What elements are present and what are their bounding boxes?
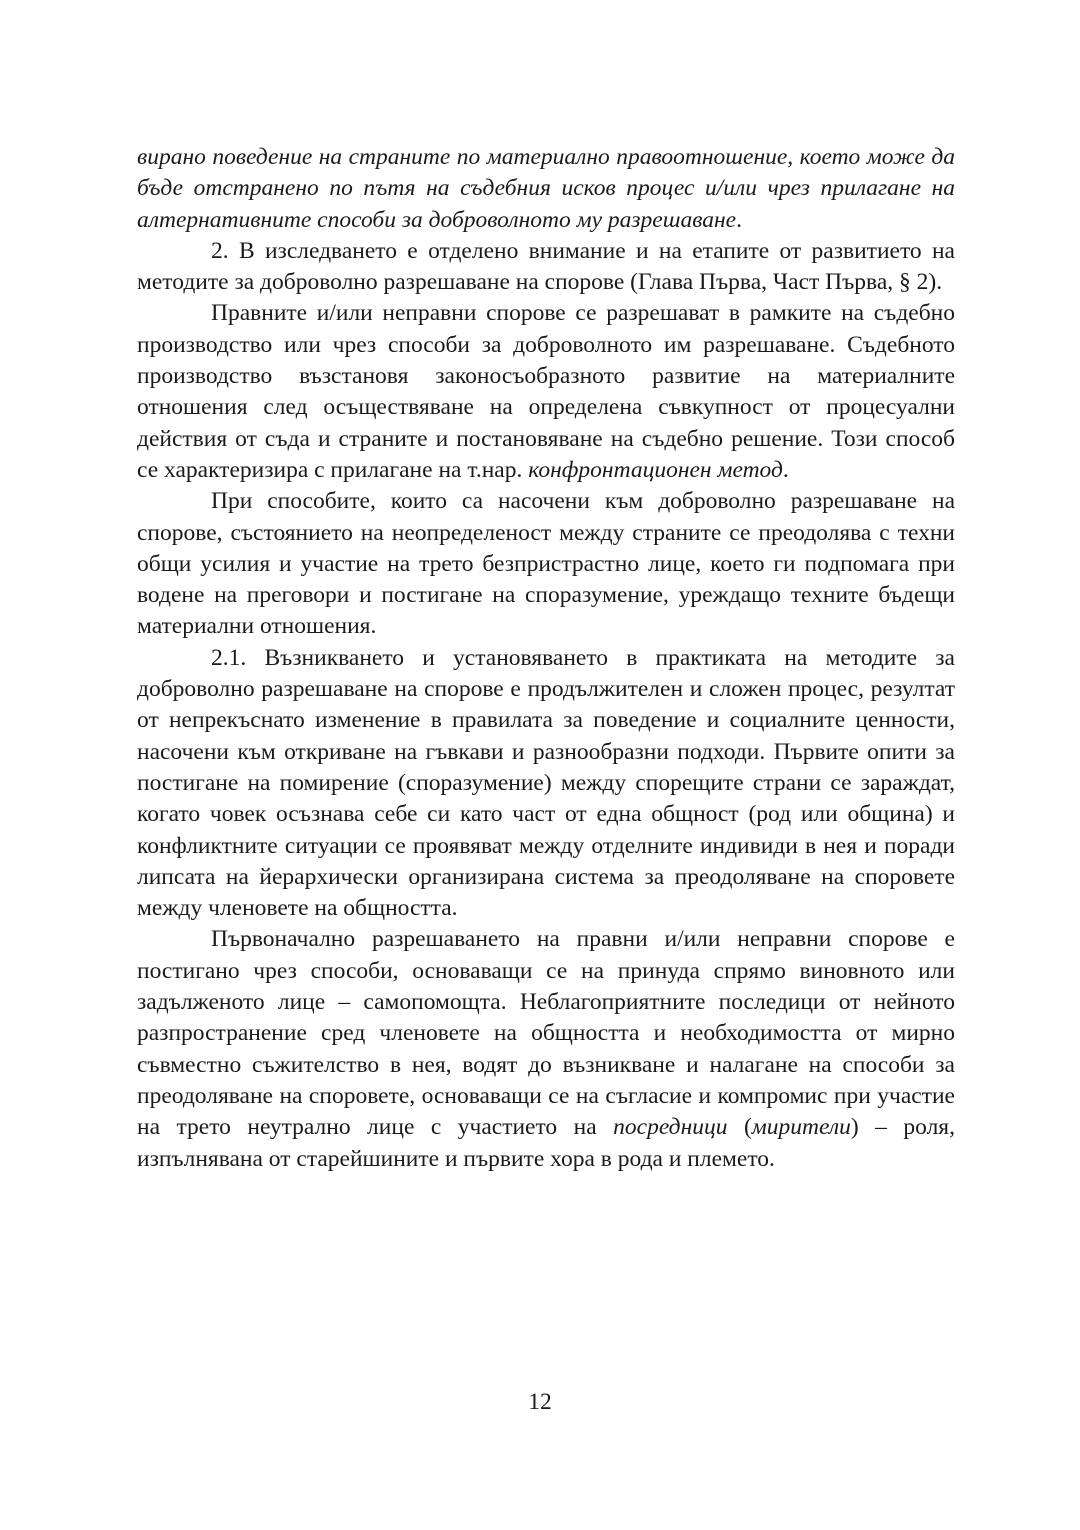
paragraph-3-period: . (782, 456, 789, 483)
document-body (137, 142, 955, 1175)
paragraph-6-text: Първоначално разрешаването на правни и/или неправни спорове е постигано чрез способи, основаващи се на принуда спрямо виновното или задълженото лице – самопомощта. Неблагоприятните последици от нейното разпространение сред членовете на общността и необходимостта от мирно съвместно съжителство в нея, водят до възникване и налагане на способи за преодоляване на споровете, основаващи се на съгласие и компромис при участие на трето неутрално лице с участието на (137, 926, 955, 1141)
term-confrontational-method: конфронтационен метод (528, 456, 783, 483)
paragraph-2: 2. В изследването е отделено внимание и на етапите от развитието на методите за доброволно разрешаване на спорове (Глава Първа, Част Първа, § 2). (137, 237, 955, 296)
paragraph-3 (137, 298, 955, 486)
intro-italic-text: вирано поведение на страните по материално правоотношение, което може да бъде отстранено по пътя на съдебния исков процес и/или чрез прилагане на алтернативните способи за доброволното му разрешаване (137, 144, 955, 233)
page-number: 12 (528, 1389, 552, 1415)
paragraph-6 (137, 924, 955, 1174)
term-mediators: посредници (613, 1114, 728, 1141)
paragraph-5: 2.1. Възникването и установяването в практиката на методите за доброволно разрешаване на спорове е продължителен и сложен процес, резултат от непрекъснато изменение в правилата за поведение и социалните ценности, насочени към откриване на гъвкави и разнообразни подходи. Първите опити за постигане на помирение (споразумение) между спорещите страни се зараждат, когато човек осъзнава себе си като част от една общност (род или община) и конфликтните ситуации се проявяват между отделните индивиди в нея и поради липсата на йерархически организирана система за преодоляване на споровете между членовете на общността. (137, 644, 955, 922)
paragraph-3-text: Правните и/или неправни спорове се разрешават в рамките на съдебно производство или чрез способи за доброволното им разрешаване. Съдебното производство възстановя законосъобразното развитие на материалните отношения след осъществяване на определена съвкупност от процесуални действия от съда и страните и постановяване на съдебно решение. Този способ се характеризира с прилагане на т.нар. (137, 300, 955, 483)
intro-period: . (736, 206, 742, 233)
paragraph-6-end: ) – роля, изпълнявана от старейшините и първите хора в рода и племето. (137, 1114, 955, 1172)
paragraph-intro (137, 142, 955, 236)
paragraph-6-open-paren: ( (727, 1114, 752, 1141)
paragraph-4: При способите, които са насочени към доброволно разрешаване на спорове, състоянието на неопределеност между страните се преодолява с техни общи усилия и участие на трето безпристрастно лице, което ги подпомага при водене на преговори и постигане на споразумение, уреждащо техните бъдещи материални отношения. (137, 488, 955, 640)
term-peacemakers: мирители (751, 1114, 851, 1141)
